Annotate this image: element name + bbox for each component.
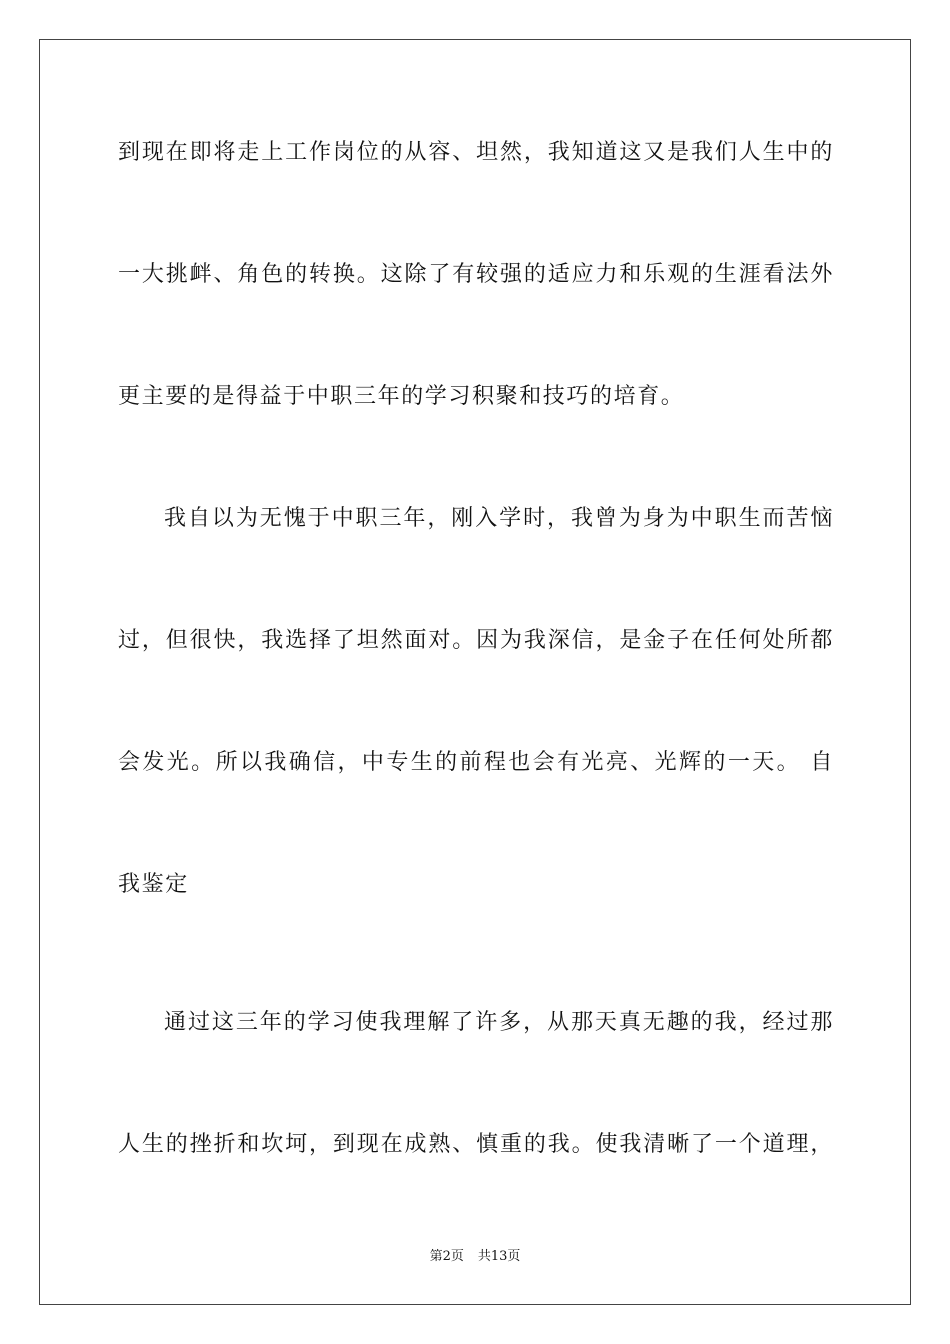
text-line: 更主要的是得益于中职三年的学习积聚和技巧的培育。 [118,384,685,409]
paragraph-first-line: 我自以为无愧于中职三年，刚入学时，我曾为身为中职生而苦恼 [164,506,834,531]
text-line: 会发光。所以我确信，中专生的前程也会有光亮、光辉的一天。 自 [118,750,834,775]
text-line: 一大挑衅、角色的转换。这除了有较强的适应力和乐观的生涯看法外 [118,262,834,287]
page-number: 第2页 [429,1249,464,1264]
total-pages: 共13页 [477,1249,521,1264]
text-line: 我鉴定 [118,872,189,897]
text-line: 人生的挫折和坎坷，到现在成熟、慎重的我。使我清晰了一个道理， [118,1132,834,1157]
page-border [39,39,911,1305]
page-footer [0,1248,950,1266]
text-line: 过，但很快，我选择了坦然面对。因为我深信，是金子在任何处所都 [118,628,834,653]
text-line: 到现在即将走上工作岗位的从容、坦然，我知道这又是我们人生中的 [118,140,834,165]
paragraph-first-line: 通过这三年的学习使我理解了许多，从那天真无趣的我，经过那 [164,1010,834,1035]
